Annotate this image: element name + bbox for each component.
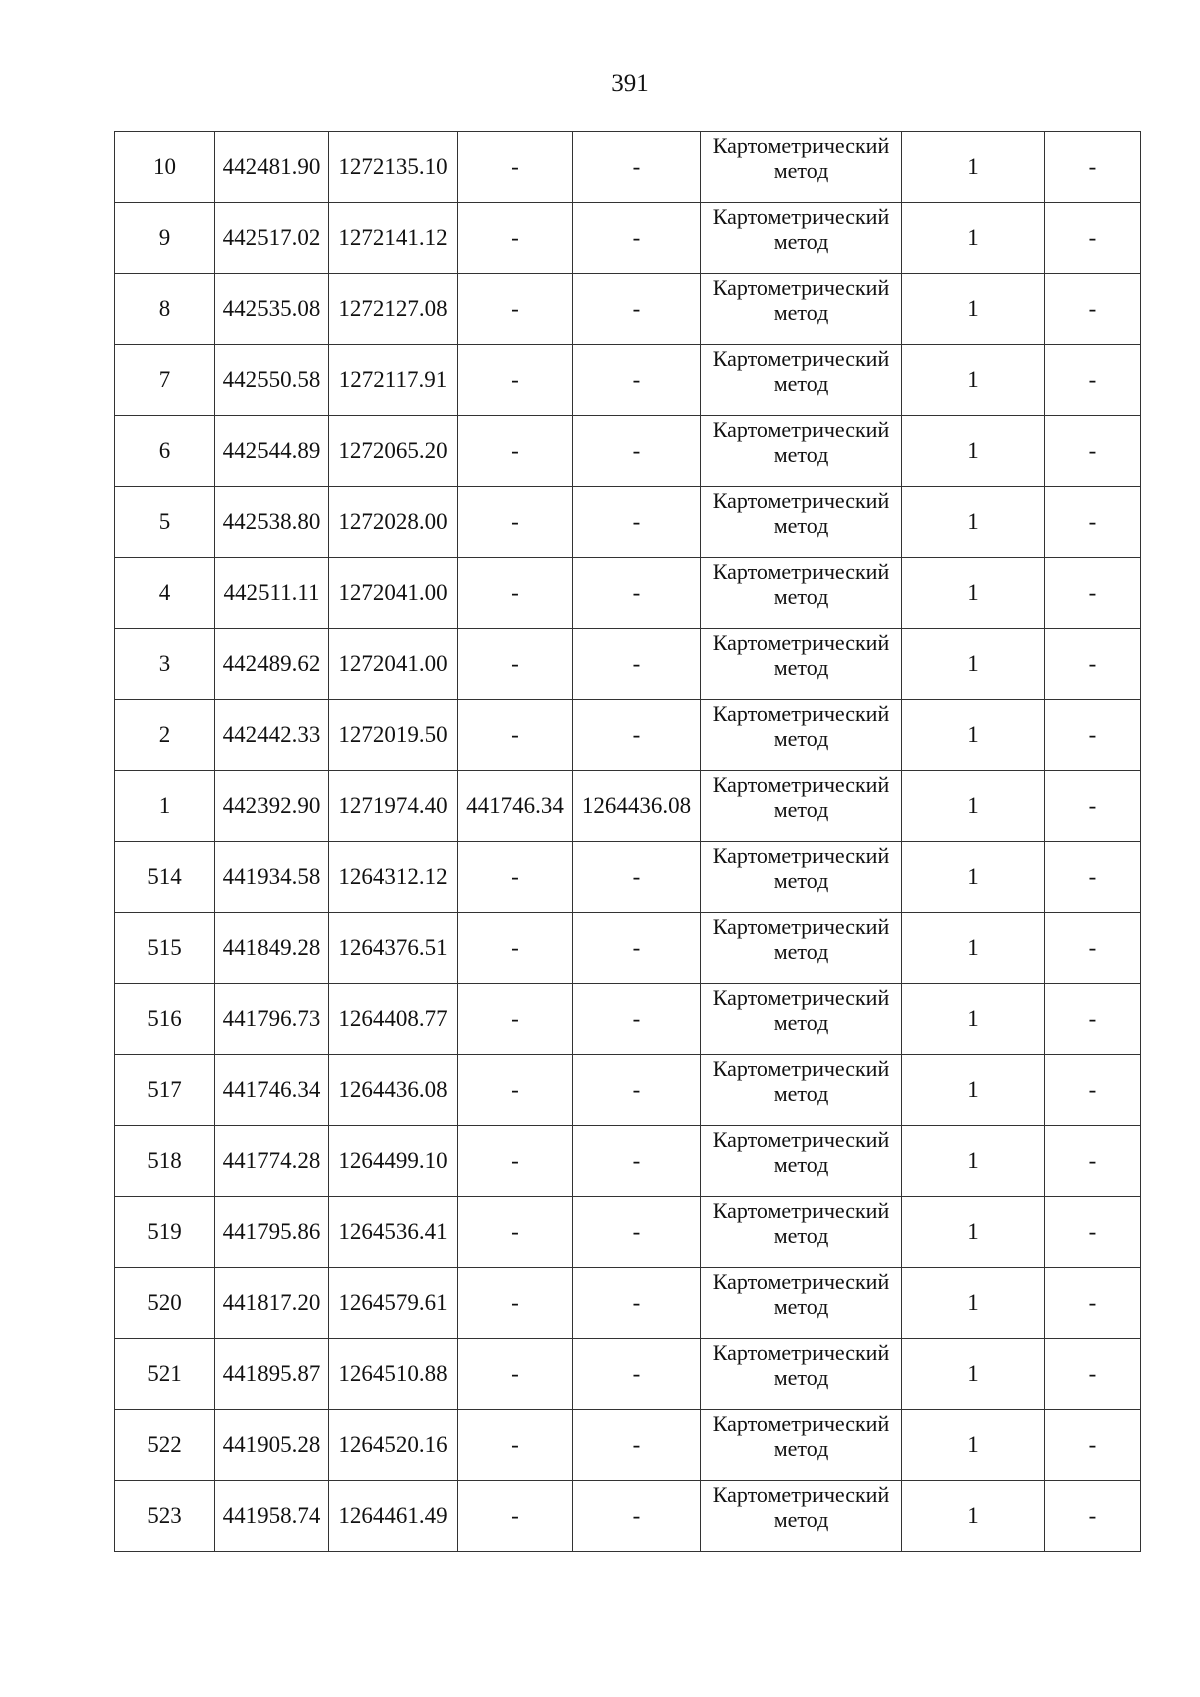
method-line-2: метод <box>773 1223 829 1248</box>
y-coordinate-cell: 1272117.91 <box>329 345 458 416</box>
y2-coordinate-cell: - <box>573 1126 701 1197</box>
x2-coordinate-cell: - <box>458 1481 573 1552</box>
method-line-1: Картометрический <box>712 488 890 513</box>
method-cell <box>701 771 902 842</box>
x2-coordinate-cell: - <box>458 1197 573 1268</box>
accuracy-cell: 1 <box>902 416 1045 487</box>
method-line-2: метод <box>773 371 829 396</box>
x2-coordinate-cell: - <box>458 345 573 416</box>
note-cell: - <box>1045 1055 1141 1126</box>
method-cell <box>701 203 902 274</box>
x2-coordinate-cell: - <box>458 558 573 629</box>
table-row <box>115 1055 1141 1126</box>
table-row <box>115 1268 1141 1339</box>
method-line-2: метод <box>773 1507 829 1532</box>
method-cell <box>701 1126 902 1197</box>
method-line-2: метод <box>773 939 829 964</box>
point-number-cell: 516 <box>115 984 215 1055</box>
y2-coordinate-cell: - <box>573 1197 701 1268</box>
y2-coordinate-cell: - <box>573 1339 701 1410</box>
x-coordinate-cell: 442442.33 <box>215 700 329 771</box>
x2-coordinate-cell: 441746.34 <box>458 771 573 842</box>
point-number-cell: 9 <box>115 203 215 274</box>
y-coordinate-cell: 1272065.20 <box>329 416 458 487</box>
accuracy-cell: 1 <box>902 1268 1045 1339</box>
accuracy-cell: 1 <box>902 558 1045 629</box>
method-line-1: Картометрический <box>712 133 890 158</box>
note-cell: - <box>1045 700 1141 771</box>
accuracy-cell: 1 <box>902 132 1045 203</box>
accuracy-cell: 1 <box>902 1481 1045 1552</box>
x-coordinate-cell: 441795.86 <box>215 1197 329 1268</box>
method-line-2: метод <box>773 229 829 254</box>
note-cell: - <box>1045 416 1141 487</box>
table-body <box>115 132 1141 1552</box>
y-coordinate-cell: 1264312.12 <box>329 842 458 913</box>
x2-coordinate-cell: - <box>458 1055 573 1126</box>
table-row <box>115 842 1141 913</box>
method-line-2: метод <box>773 442 829 467</box>
method-line-2: метод <box>773 1436 829 1461</box>
method-cell <box>701 913 902 984</box>
note-cell: - <box>1045 842 1141 913</box>
x-coordinate-cell: 441958.74 <box>215 1481 329 1552</box>
table-row <box>115 913 1141 984</box>
method-line-2: метод <box>773 655 829 680</box>
y-coordinate-cell: 1264499.10 <box>329 1126 458 1197</box>
point-number-cell: 523 <box>115 1481 215 1552</box>
note-cell: - <box>1045 487 1141 558</box>
method-cell <box>701 345 902 416</box>
note-cell: - <box>1045 132 1141 203</box>
y2-coordinate-cell: - <box>573 984 701 1055</box>
note-cell: - <box>1045 1339 1141 1410</box>
x-coordinate-cell: 441895.87 <box>215 1339 329 1410</box>
x-coordinate-cell: 442550.58 <box>215 345 329 416</box>
table-row <box>115 345 1141 416</box>
note-cell: - <box>1045 558 1141 629</box>
method-cell <box>701 700 902 771</box>
note-cell: - <box>1045 913 1141 984</box>
x2-coordinate-cell: - <box>458 700 573 771</box>
table-row <box>115 1481 1141 1552</box>
method-cell <box>701 1339 902 1410</box>
point-number-cell: 520 <box>115 1268 215 1339</box>
x-coordinate-cell: 442517.02 <box>215 203 329 274</box>
method-cell <box>701 1055 902 1126</box>
y-coordinate-cell: 1264408.77 <box>329 984 458 1055</box>
point-number-cell: 3 <box>115 629 215 700</box>
y2-coordinate-cell: - <box>573 416 701 487</box>
y2-coordinate-cell: - <box>573 558 701 629</box>
method-line-2: метод <box>773 797 829 822</box>
table-row <box>115 1410 1141 1481</box>
y2-coordinate-cell: - <box>573 1055 701 1126</box>
accuracy-cell: 1 <box>902 1410 1045 1481</box>
method-line-1: Картометрический <box>712 1269 890 1294</box>
table-row <box>115 203 1141 274</box>
method-line-2: метод <box>773 1152 829 1177</box>
y-coordinate-cell: 1272019.50 <box>329 700 458 771</box>
method-line-1: Картометрический <box>712 417 890 442</box>
accuracy-cell: 1 <box>902 842 1045 913</box>
accuracy-cell: 1 <box>902 1339 1045 1410</box>
y-coordinate-cell: 1264436.08 <box>329 1055 458 1126</box>
x-coordinate-cell: 441746.34 <box>215 1055 329 1126</box>
y2-coordinate-cell: 1264436.08 <box>573 771 701 842</box>
x-coordinate-cell: 442392.90 <box>215 771 329 842</box>
y2-coordinate-cell: - <box>573 203 701 274</box>
y2-coordinate-cell: - <box>573 1410 701 1481</box>
x2-coordinate-cell: - <box>458 487 573 558</box>
method-line-1: Картометрический <box>712 1482 890 1507</box>
x2-coordinate-cell: - <box>458 984 573 1055</box>
y-coordinate-cell: 1264376.51 <box>329 913 458 984</box>
method-cell <box>701 132 902 203</box>
x-coordinate-cell: 441774.28 <box>215 1126 329 1197</box>
method-line-1: Картометрический <box>712 275 890 300</box>
accuracy-cell: 1 <box>902 913 1045 984</box>
note-cell: - <box>1045 771 1141 842</box>
method-line-1: Картометрический <box>712 630 890 655</box>
point-number-cell: 5 <box>115 487 215 558</box>
method-line-1: Картометрический <box>712 985 890 1010</box>
method-line-2: метод <box>773 1081 829 1106</box>
y2-coordinate-cell: - <box>573 1481 701 1552</box>
x2-coordinate-cell: - <box>458 629 573 700</box>
point-number-cell: 2 <box>115 700 215 771</box>
y-coordinate-cell: 1271974.40 <box>329 771 458 842</box>
method-line-1: Картометрический <box>712 346 890 371</box>
x2-coordinate-cell: - <box>458 274 573 345</box>
table-row <box>115 629 1141 700</box>
table-row <box>115 700 1141 771</box>
y-coordinate-cell: 1272127.08 <box>329 274 458 345</box>
method-line-2: метод <box>773 1010 829 1035</box>
method-cell <box>701 842 902 913</box>
method-cell <box>701 1481 902 1552</box>
x-coordinate-cell: 442535.08 <box>215 274 329 345</box>
x-coordinate-cell: 442481.90 <box>215 132 329 203</box>
method-line-1: Картометрический <box>712 843 890 868</box>
method-cell <box>701 558 902 629</box>
point-number-cell: 1 <box>115 771 215 842</box>
point-number-cell: 521 <box>115 1339 215 1410</box>
point-number-cell: 10 <box>115 132 215 203</box>
x-coordinate-cell: 441817.20 <box>215 1268 329 1339</box>
point-number-cell: 515 <box>115 913 215 984</box>
method-line-2: метод <box>773 868 829 893</box>
x2-coordinate-cell: - <box>458 132 573 203</box>
point-number-cell: 518 <box>115 1126 215 1197</box>
accuracy-cell: 1 <box>902 203 1045 274</box>
table-row <box>115 1126 1141 1197</box>
table-row <box>115 1197 1141 1268</box>
x2-coordinate-cell: - <box>458 1339 573 1410</box>
accuracy-cell: 1 <box>902 487 1045 558</box>
method-line-1: Картометрический <box>712 1127 890 1152</box>
y-coordinate-cell: 1272141.12 <box>329 203 458 274</box>
table-row <box>115 416 1141 487</box>
method-line-1: Картометрический <box>712 914 890 939</box>
accuracy-cell: 1 <box>902 1055 1045 1126</box>
x2-coordinate-cell: - <box>458 1268 573 1339</box>
note-cell: - <box>1045 203 1141 274</box>
method-cell <box>701 629 902 700</box>
note-cell: - <box>1045 1268 1141 1339</box>
y-coordinate-cell: 1264579.61 <box>329 1268 458 1339</box>
x-coordinate-cell: 441905.28 <box>215 1410 329 1481</box>
x2-coordinate-cell: - <box>458 203 573 274</box>
x-coordinate-cell: 442538.80 <box>215 487 329 558</box>
y2-coordinate-cell: - <box>573 487 701 558</box>
accuracy-cell: 1 <box>902 984 1045 1055</box>
method-line-2: метод <box>773 158 829 183</box>
x2-coordinate-cell: - <box>458 1126 573 1197</box>
point-number-cell: 6 <box>115 416 215 487</box>
x2-coordinate-cell: - <box>458 842 573 913</box>
x-coordinate-cell: 442511.11 <box>215 558 329 629</box>
x2-coordinate-cell: - <box>458 416 573 487</box>
method-cell <box>701 416 902 487</box>
note-cell: - <box>1045 1410 1141 1481</box>
table-row <box>115 1339 1141 1410</box>
note-cell: - <box>1045 1126 1141 1197</box>
note-cell: - <box>1045 629 1141 700</box>
method-line-1: Картометрический <box>712 772 890 797</box>
method-line-1: Картометрический <box>712 1056 890 1081</box>
point-number-cell: 517 <box>115 1055 215 1126</box>
y-coordinate-cell: 1272135.10 <box>329 132 458 203</box>
method-cell <box>701 487 902 558</box>
note-cell: - <box>1045 274 1141 345</box>
x-coordinate-cell: 441796.73 <box>215 984 329 1055</box>
point-number-cell: 514 <box>115 842 215 913</box>
method-line-2: метод <box>773 584 829 609</box>
accuracy-cell: 1 <box>902 274 1045 345</box>
method-line-1: Картометрический <box>712 1340 890 1365</box>
y2-coordinate-cell: - <box>573 132 701 203</box>
point-number-cell: 519 <box>115 1197 215 1268</box>
y-coordinate-cell: 1264461.49 <box>329 1481 458 1552</box>
note-cell: - <box>1045 345 1141 416</box>
method-line-1: Картометрический <box>712 204 890 229</box>
y2-coordinate-cell: - <box>573 1268 701 1339</box>
accuracy-cell: 1 <box>902 345 1045 416</box>
method-cell <box>701 1197 902 1268</box>
y2-coordinate-cell: - <box>573 700 701 771</box>
method-line-2: метод <box>773 726 829 751</box>
method-line-1: Картометрический <box>712 559 890 584</box>
table-row <box>115 487 1141 558</box>
x-coordinate-cell: 441849.28 <box>215 913 329 984</box>
accuracy-cell: 1 <box>902 771 1045 842</box>
point-number-cell: 8 <box>115 274 215 345</box>
method-line-2: метод <box>773 513 829 538</box>
note-cell: - <box>1045 1197 1141 1268</box>
x-coordinate-cell: 442489.62 <box>215 629 329 700</box>
coordinates-table <box>114 131 1141 1552</box>
method-line-2: метод <box>773 300 829 325</box>
accuracy-cell: 1 <box>902 629 1045 700</box>
point-number-cell: 7 <box>115 345 215 416</box>
table-row <box>115 771 1141 842</box>
method-line-2: метод <box>773 1294 829 1319</box>
y-coordinate-cell: 1264510.88 <box>329 1339 458 1410</box>
point-number-cell: 522 <box>115 1410 215 1481</box>
y2-coordinate-cell: - <box>573 274 701 345</box>
x2-coordinate-cell: - <box>458 1410 573 1481</box>
y2-coordinate-cell: - <box>573 345 701 416</box>
note-cell: - <box>1045 984 1141 1055</box>
point-number-cell: 4 <box>115 558 215 629</box>
method-line-1: Картометрический <box>712 701 890 726</box>
accuracy-cell: 1 <box>902 700 1045 771</box>
method-cell <box>701 984 902 1055</box>
y-coordinate-cell: 1272028.00 <box>329 487 458 558</box>
y-coordinate-cell: 1264520.16 <box>329 1410 458 1481</box>
y2-coordinate-cell: - <box>573 629 701 700</box>
method-line-1: Картометрический <box>712 1198 890 1223</box>
y2-coordinate-cell: - <box>573 842 701 913</box>
x2-coordinate-cell: - <box>458 913 573 984</box>
table-row <box>115 274 1141 345</box>
method-cell <box>701 1268 902 1339</box>
accuracy-cell: 1 <box>902 1126 1045 1197</box>
y2-coordinate-cell: - <box>573 913 701 984</box>
y-coordinate-cell: 1272041.00 <box>329 629 458 700</box>
table-row <box>115 984 1141 1055</box>
method-cell <box>701 274 902 345</box>
accuracy-cell: 1 <box>902 1197 1045 1268</box>
note-cell: - <box>1045 1481 1141 1552</box>
method-line-1: Картометрический <box>712 1411 890 1436</box>
method-cell <box>701 1410 902 1481</box>
page-number: 391 <box>611 70 649 97</box>
x-coordinate-cell: 442544.89 <box>215 416 329 487</box>
y-coordinate-cell: 1272041.00 <box>329 558 458 629</box>
table-row <box>115 132 1141 203</box>
method-line-2: метод <box>773 1365 829 1390</box>
y-coordinate-cell: 1264536.41 <box>329 1197 458 1268</box>
table-row <box>115 558 1141 629</box>
x-coordinate-cell: 441934.58 <box>215 842 329 913</box>
